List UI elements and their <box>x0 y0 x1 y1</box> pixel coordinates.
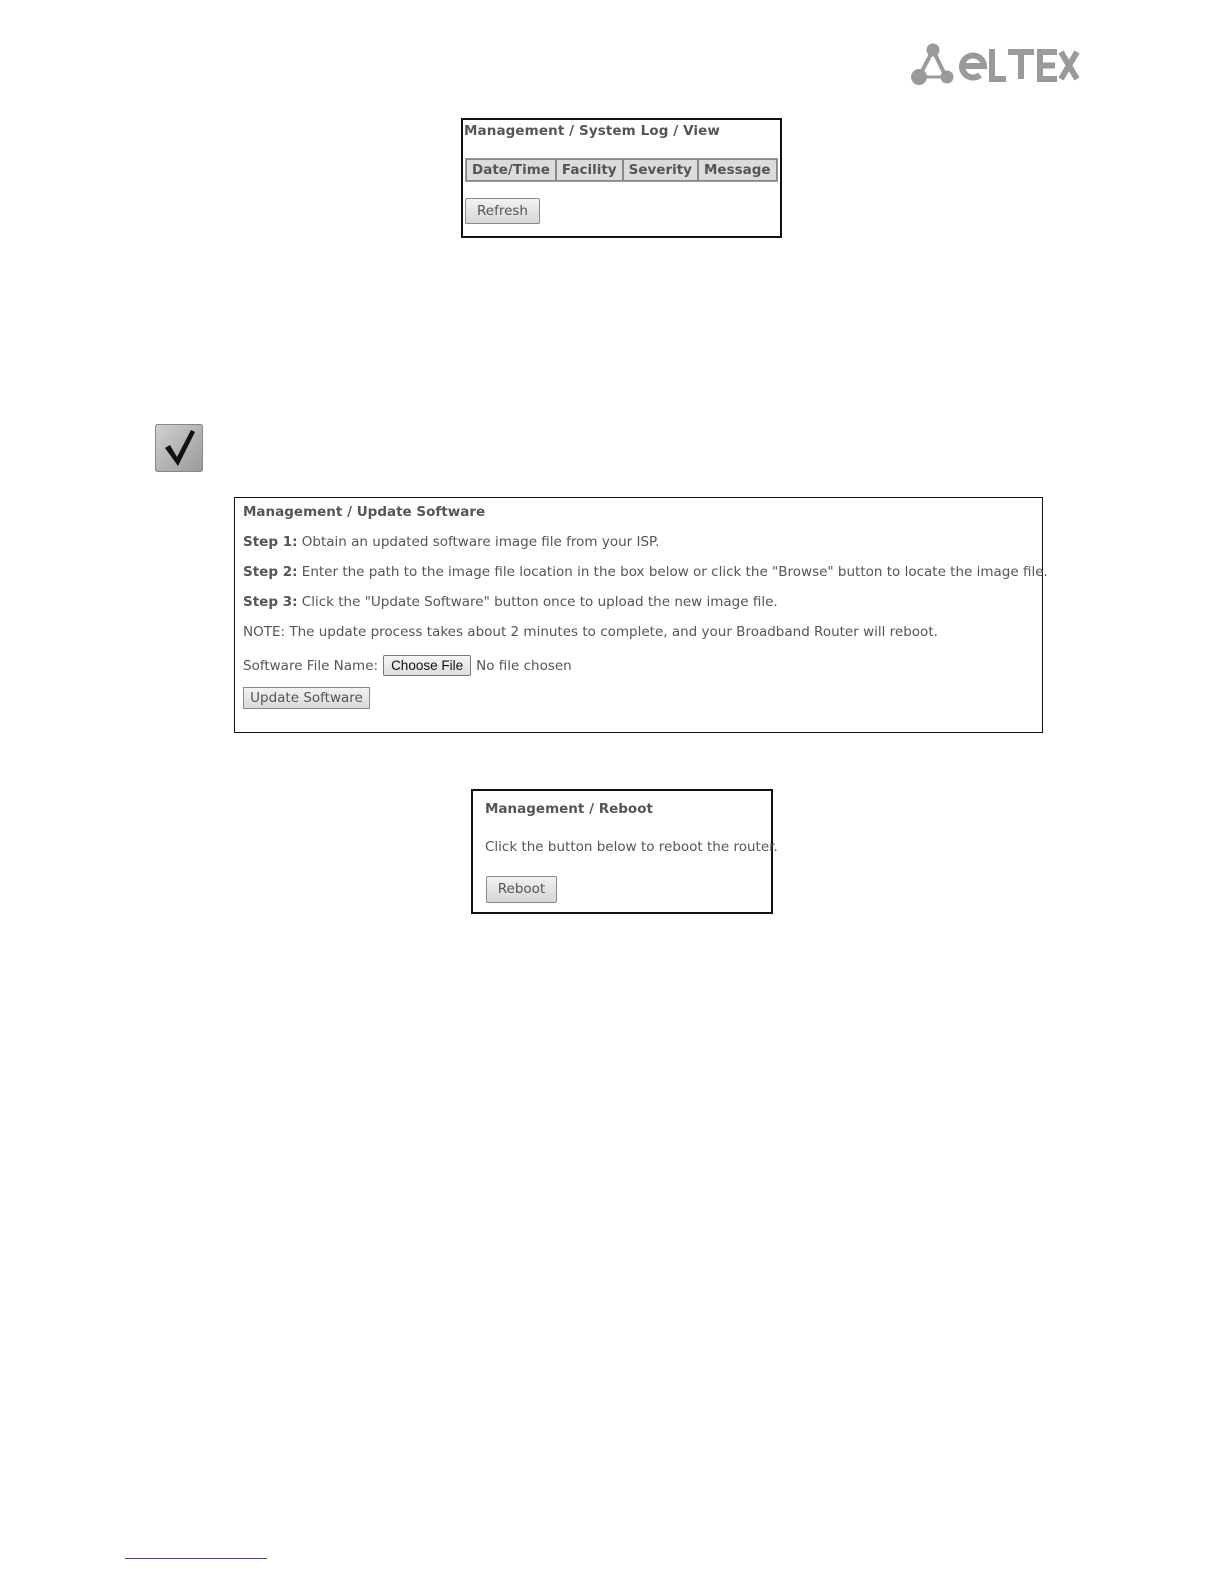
update-software-title: Management / Update Software <box>243 504 486 520</box>
reboot-title: Management / Reboot <box>485 801 653 817</box>
update-software-panel <box>234 497 1048 733</box>
column-header-severity: Severity <box>623 159 698 181</box>
step2-text: Enter the path to the image file location in the box below or click the "Browse" button to locate the image file. <box>297 564 1048 580</box>
checkmark-icon <box>155 424 203 472</box>
column-header-datetime: Date/Time <box>466 159 556 181</box>
eltex-logo-graphic <box>910 42 1080 88</box>
step3-instruction <box>243 594 778 610</box>
no-file-chosen-text: No file chosen <box>476 657 572 674</box>
step1-instruction <box>243 534 659 550</box>
system-log-panel <box>461 118 782 238</box>
step1-text: Obtain an updated software image file from your ISP. <box>297 534 660 550</box>
step2-label: Step 2: <box>243 564 298 580</box>
update-note: NOTE: The update process takes about 2 minutes to complete, and your Broadband Router will reboot. <box>243 624 938 640</box>
refresh-button[interactable]: Refresh <box>465 198 540 224</box>
software-file-row <box>243 655 572 676</box>
column-header-message: Message <box>698 159 777 181</box>
update-software-button[interactable]: Update Software <box>243 687 370 709</box>
software-file-label: Software File Name: <box>243 657 379 674</box>
step3-text: Click the "Update Software" button once to upload the new image file. <box>297 594 778 610</box>
step2-instruction <box>243 564 1048 580</box>
reboot-description: Click the button below to reboot the router. <box>485 839 778 855</box>
footnote-divider <box>125 1558 267 1559</box>
choose-file-button[interactable]: Choose File <box>383 655 471 676</box>
system-log-title: Management / System Log / View <box>464 123 720 139</box>
system-log-table <box>465 158 778 182</box>
reboot-button[interactable]: Reboot <box>486 876 557 903</box>
step1-label: Step 1: <box>243 534 298 550</box>
step3-label: Step 3: <box>243 594 298 610</box>
column-header-facility: Facility <box>556 159 623 181</box>
reboot-panel <box>471 789 778 914</box>
eltex-logo <box>910 42 1080 88</box>
